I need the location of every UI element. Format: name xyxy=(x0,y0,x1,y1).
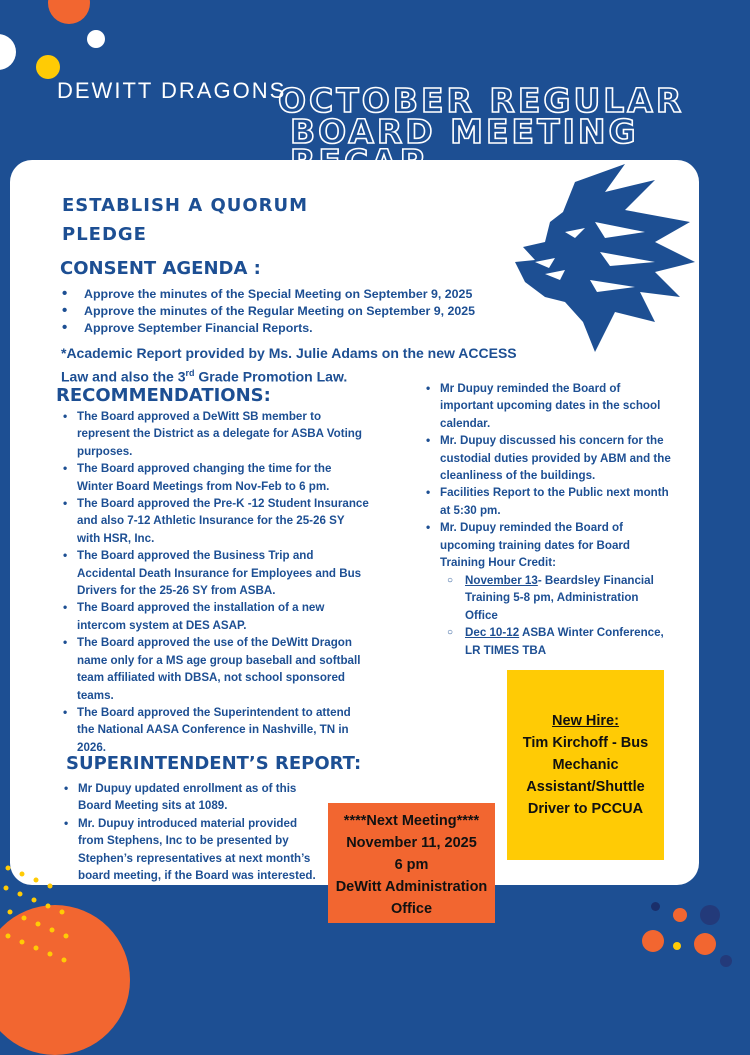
report-list xyxy=(424,380,674,571)
new-hire-label: New Hire: xyxy=(552,713,619,729)
recommendations-heading: RECOMMENDATIONS: xyxy=(56,385,271,406)
list-item: • Mr Dupuy updated enrollment as of this Board Meeting sits at 1089. xyxy=(62,780,317,815)
decor-dot-orange-medium xyxy=(642,930,664,952)
new-hire-box xyxy=(507,670,664,860)
list-item: • The Board approved the installation of a new intercom system at DES ASAP. xyxy=(61,599,369,634)
decor-dot-yellow-small xyxy=(673,942,681,950)
decor-dot-navy-2 xyxy=(720,955,732,967)
dragon-icon xyxy=(505,162,697,352)
list-item: • Mr. Dupuy reminded the Board of upcoming training dates for Board Training Hour Credit: xyxy=(424,519,674,571)
training-list xyxy=(445,572,665,659)
list-item: • The Board approved the use of the DeWitt Dragon name only for a MS age group baseball and softball team affiliated with DBSA, not school sponsored teams. xyxy=(61,634,369,704)
page-title-line2: BOARD MEETING xyxy=(290,112,639,151)
superintendent-heading: SUPERINTENDENT’S REPORT: xyxy=(66,753,362,774)
list-item: • Mr. Dupuy discussed his concern for the custodial duties provided by ABM and the cleanliness of the buildings. xyxy=(424,432,674,484)
decor-dot-navy xyxy=(651,902,660,911)
page-title-line1: OCTOBER REGULAR xyxy=(278,81,685,120)
list-item: • Approve the minutes of the Special Meeting on September 9, 2025 xyxy=(62,286,502,303)
training-text: - Beardsley Financial Training 5-8 pm, Administration Office xyxy=(465,574,654,622)
decor-dot-orange-2 xyxy=(694,933,716,955)
academic-note-line2: Law and also the 3 xyxy=(61,368,186,385)
org-name: DEWITT DRAGONS xyxy=(57,78,287,103)
decor-dot-white-small xyxy=(87,30,105,48)
consent-list xyxy=(62,286,502,337)
training-text: ASBA Winter Conference, LR TIMES TBA xyxy=(465,626,664,657)
list-item: • Approve September Financial Reports. xyxy=(62,320,502,337)
next-meeting-date: November 11, 2025 xyxy=(346,835,477,851)
decor-dot-white xyxy=(0,34,16,70)
list-item xyxy=(445,624,665,659)
section-quorum: ESTABLISH A QUORUM xyxy=(62,195,309,216)
next-meeting-place: DeWitt Administration Office xyxy=(335,879,488,917)
academic-note-line1: *Academic Report provided by Ms. Julie Adams on the new ACCESS xyxy=(61,345,517,361)
next-meeting-time: 6 pm xyxy=(394,857,429,873)
next-meeting-label: ****Next Meeting**** xyxy=(343,813,480,829)
training-date: Dec 10-12 xyxy=(465,626,520,640)
list-item: • The Board approved the Business Trip and Accidental Death Insurance for Employees and Bus Drivers for the 25-26 SY from ASBA. xyxy=(61,547,369,599)
list-item: • The Board approved changing the time for the Winter Board Meetings from Nov-Feb to 6 pm. xyxy=(61,460,369,495)
new-hire-text: Tim Kirchoff - Bus Mechanic Assistant/Shuttle Driver to PCCUA xyxy=(522,735,649,817)
list-item: • The Board approved the Superintendent to attend the National AASA Conference in Nashville, TN in 2026. xyxy=(61,704,369,756)
list-item: • Mr Dupuy reminded the Board of important upcoming dates in the school calendar. xyxy=(424,380,674,432)
next-meeting-box xyxy=(328,803,495,923)
superintendent-list xyxy=(62,780,317,884)
recommendations-list xyxy=(61,408,369,756)
section-pledge: PLEDGE xyxy=(62,224,147,245)
decor-dots-yellow xyxy=(0,860,90,971)
list-item: • Mr. Dupuy introduced material provided from Stephens, Inc to be presented by Stephen’s representatives at next month’s board meeting, if the Board was interested. xyxy=(62,815,317,885)
list-item: • The Board approved a DeWitt SB member to represent the District as a delegate for ASBA Voting purposes. xyxy=(61,408,369,460)
list-item: • The Board approved the Pre-K -12 Student Insurance and also 7-12 Athletic Insurance for the 25-26 SY with HSR, Inc. xyxy=(61,495,369,547)
decor-dot-orange xyxy=(48,0,90,24)
academic-note-line2-end: Grade Promotion Law. xyxy=(194,368,348,385)
list-item: • Approve the minutes of the Regular Meeting on September 9, 2025 xyxy=(62,303,502,320)
list-item: • Facilities Report to the Public next month at 5:30 pm. xyxy=(424,484,674,519)
training-date: November 13 xyxy=(465,574,538,587)
academic-note-sup: rd xyxy=(185,368,195,378)
decor-dot-navy-large xyxy=(700,905,720,925)
consent-heading: CONSENT AGENDA : xyxy=(60,258,261,279)
decor-dot-yellow xyxy=(36,55,60,79)
list-item xyxy=(445,572,665,624)
decor-dot-orange-small xyxy=(673,908,687,922)
